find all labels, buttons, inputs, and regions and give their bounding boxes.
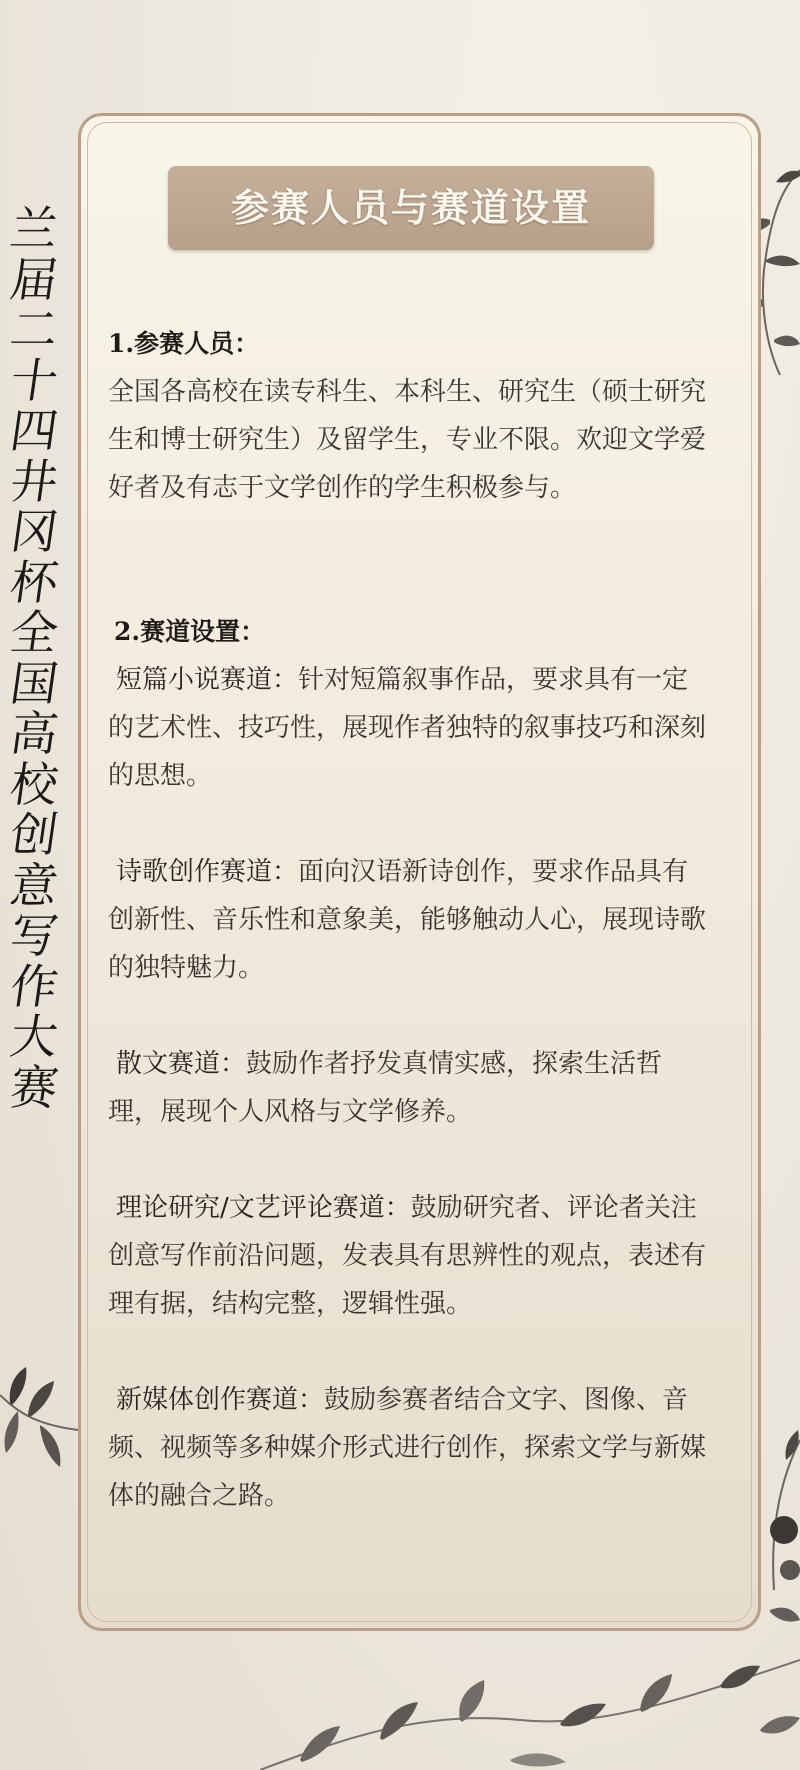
section-title-tracks: 2.赛道设置：	[114, 617, 266, 646]
spacer	[108, 992, 708, 1040]
track-name: 理论研究/文艺评论赛道：	[116, 1193, 411, 1223]
spacer	[108, 1328, 708, 1376]
calligraphy-char: 冈	[6, 505, 62, 560]
content-body	[108, 320, 708, 1520]
track-desc: 鼓励研究者、评论者关注创意写作前沿问题，发表具有思辨性的观点，表述有理有据，结构完整，逻辑性强。	[108, 1193, 707, 1319]
spacer	[108, 800, 708, 848]
calligraphy-char: 意	[6, 858, 62, 914]
track-desc: 鼓励参赛者结合文字、图像、音频、视频等多种媒介形式进行创作，探索文学与新媒体的融合之路。	[108, 1385, 707, 1511]
spacer	[108, 512, 708, 608]
calligraphy-char: 杯	[6, 555, 62, 611]
calligraphy-char: 全	[6, 606, 62, 661]
track-desc: 鼓励作者抒发真情实感，探索生活哲理，展现个人风格与文学修养。	[108, 1049, 663, 1127]
calligraphy-char: 四	[6, 404, 62, 459]
ink-branch-bottom	[260, 1620, 800, 1770]
calligraphy-char: 大	[6, 1010, 62, 1065]
page-title: 参赛人员与赛道设置	[230, 185, 591, 230]
calligraphy-char: 兰	[6, 202, 62, 257]
track-desc: 面向汉语新诗创作，要求作品具有创新性、音乐性和意象美，能够触动人心，展现诗歌的独特魅力。	[108, 857, 707, 983]
calligraphy-char: 写	[6, 909, 62, 964]
track-desc: 针对短篇叙事作品，要求具有一定的艺术性、技巧性，展现作者独特的叙事技巧和深刻的思想。	[108, 665, 707, 791]
track-item	[108, 848, 708, 992]
calligraphy-char: 高	[6, 707, 62, 762]
track-item	[108, 1376, 708, 1520]
track-name: 诗歌创作赛道：	[116, 857, 299, 887]
calligraphy-char: 二	[6, 303, 62, 358]
ink-branch-left	[0, 1355, 80, 1485]
calligraphy-char: 井	[6, 454, 62, 510]
calligraphy-char: 校	[6, 757, 62, 813]
participants-text: 全国各高校在读专科生、本科生、研究生（硕士研究生和博士研究生）及留学生，专业不限。欢迎文学爱好者及有志于文学创作的学生积极参与。	[108, 377, 707, 503]
section-title-participants: 1.参赛人员：	[108, 329, 260, 358]
calligraphy-char: 作	[6, 959, 62, 1015]
calligraphy-char: 创	[6, 808, 62, 863]
track-item	[108, 1040, 708, 1136]
spacer	[108, 1136, 708, 1184]
calligraphy-char: 赛	[6, 1060, 62, 1116]
calligraphy-char: 十	[6, 353, 62, 409]
calligraphy-char: 国	[6, 656, 62, 712]
track-name: 新媒体创作赛道：	[116, 1385, 325, 1415]
vertical-calligraphy-title	[4, 202, 64, 1116]
track-name: 短篇小说赛道：	[116, 665, 299, 695]
track-item	[108, 1184, 708, 1328]
track-name: 散文赛道：	[116, 1049, 247, 1079]
calligraphy-char: 届	[6, 252, 62, 308]
track-item	[108, 656, 708, 800]
